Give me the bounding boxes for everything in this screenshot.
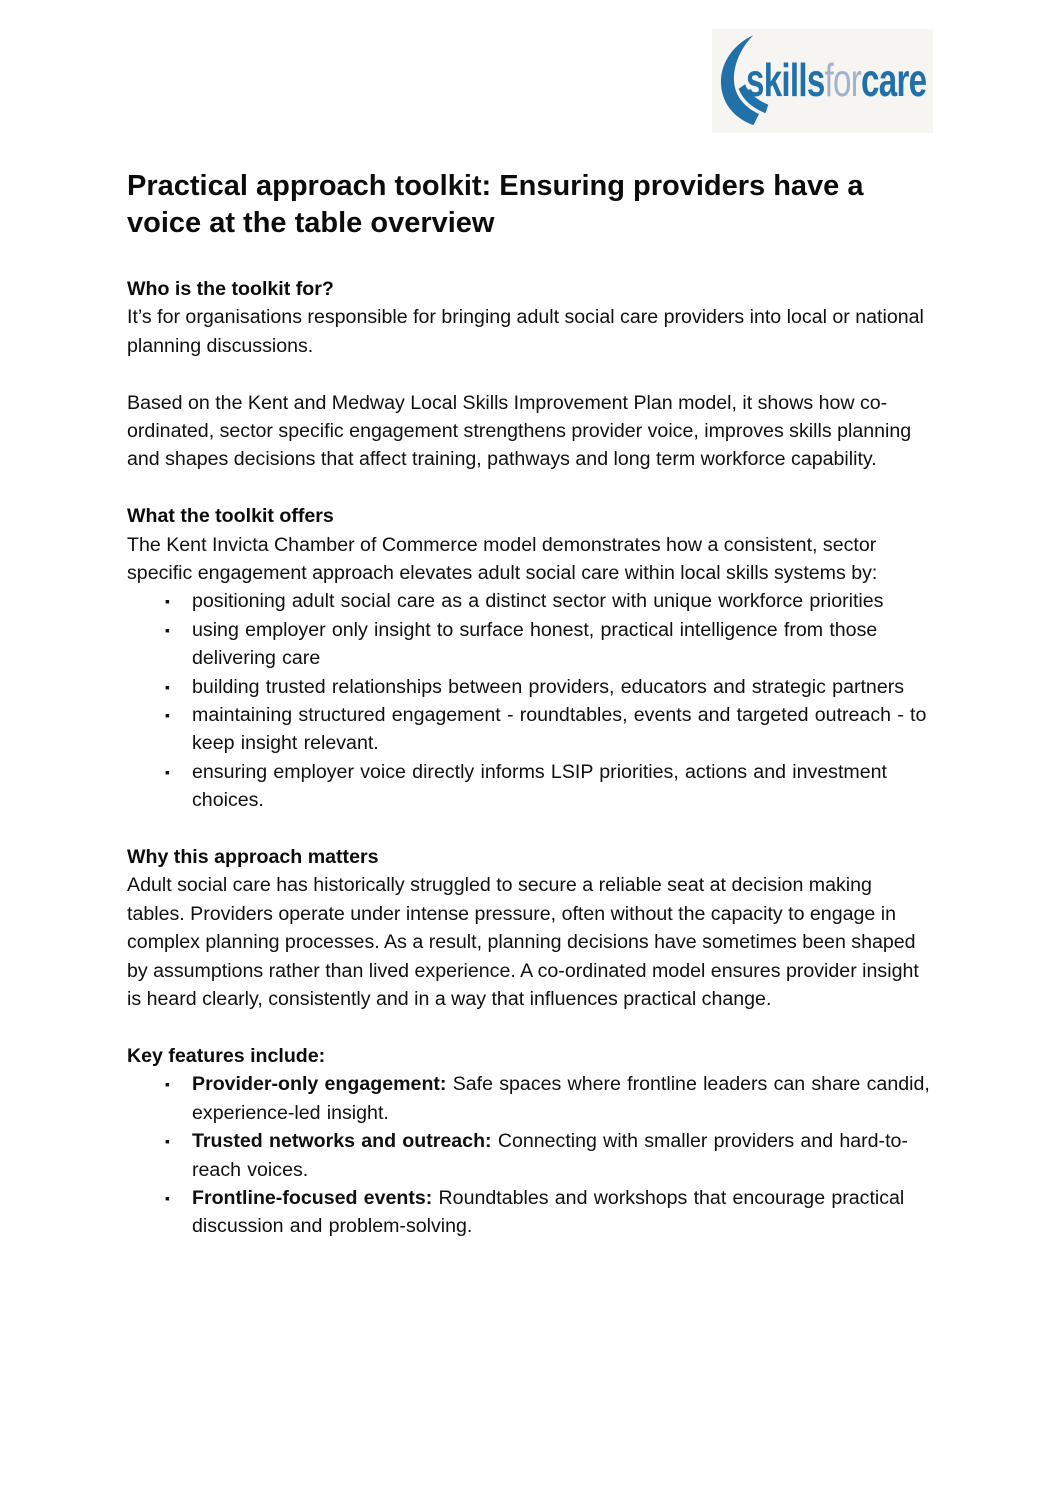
bullet-icon: ▪ — [165, 1189, 170, 1206]
list-item — [127, 1127, 933, 1184]
list-item — [127, 616, 933, 673]
logo-text-skills: skills — [746, 54, 825, 106]
bullet-icon: ▪ — [165, 763, 170, 780]
page-title-line2: voice at the table overview — [127, 207, 495, 239]
document-content — [127, 168, 933, 1241]
feature-lead: Frontline-focused events: — [192, 1186, 439, 1209]
feature-text: Roundtables and workshops that encourage practical discussion and problem-solving. — [192, 1186, 905, 1238]
bullet-icon: ▪ — [165, 707, 170, 724]
heading-what-the-toolkit-offers: What the toolkit offers — [127, 505, 334, 528]
paragraph-based-on-model: Based on the Kent and Medway Local Skills Improvement Plan model, it shows how co-ordinated, sector specific engagement strengthens provider voice, improves skills planning and shapes decisions that affect training, pathways and long term workforce capability. — [127, 391, 912, 471]
logo-text-care: care — [861, 54, 927, 106]
paragraph-offers-intro: The Kent Invicta Chamber of Commerce model demonstrates how a consistent, sector specific engagement approach elevates adult social care within local skills systems by: — [127, 533, 878, 585]
page-title — [127, 168, 933, 242]
spacer — [127, 1014, 933, 1042]
skillsforcare-logo — [712, 29, 933, 133]
bullet-icon: ▪ — [165, 593, 170, 610]
page-title-line1: Practical approach toolkit: Ensuring providers have a — [127, 170, 864, 202]
list-item-text: building trusted relationships between providers, educators and strategic partners — [192, 675, 905, 698]
list-item — [127, 701, 933, 758]
list-item — [127, 673, 933, 701]
logo-wordmark — [746, 55, 926, 105]
heading-key-features-include: Key features include: — [127, 1044, 326, 1067]
offers-bullet-list — [127, 587, 933, 814]
bullet-icon: ▪ — [165, 621, 170, 638]
list-item-text: using employer only insight to surface honest, practical intelligence from those delivering care — [192, 618, 878, 670]
list-item-text: maintaining structured engagement - roundtables, events and targeted outreach - to keep insight relevant. — [192, 704, 927, 755]
feature-text: Safe spaces where frontline leaders can share candid, experience-led insight. — [192, 1073, 930, 1124]
heading-who-is-the-toolkit-for: Who is the toolkit for? — [127, 278, 334, 300]
list-item-text — [192, 1187, 904, 1237]
feature-lead: Trusted networks and outreach: — [192, 1130, 498, 1153]
list-item-text: ensuring employer voice directly informs LSIP priorities, actions and investment choices. — [192, 760, 887, 812]
list-item-text — [192, 1130, 908, 1180]
bullet-icon: ▪ — [165, 1133, 170, 1150]
features-bullet-list — [127, 1070, 933, 1240]
spacer — [127, 815, 933, 843]
logo-text-for: for — [824, 54, 862, 106]
paragraph-why-body: Adult social care has historically struggled to secure a reliable seat at decision making tables. Providers operate under intense pressure, often without the capacity to engage in complex planning processes. As a result, planning decisions have sometimes been shaped by assumptions rather than lived experience. A co-ordinated model ensures provider insight is heard clearly, consistently and in a way that influences practical change. — [127, 874, 919, 1011]
bullet-icon: ▪ — [165, 678, 170, 695]
feature-lead: Provider-only engagement: — [192, 1073, 453, 1096]
spacer — [127, 474, 933, 502]
spacer — [127, 360, 933, 388]
list-item — [127, 1070, 933, 1127]
list-item — [127, 587, 933, 615]
heading-why-this-approach-matters: Why this approach matters — [127, 846, 379, 869]
bullet-icon: ▪ — [165, 1076, 170, 1093]
list-item — [127, 1184, 933, 1241]
list-item — [127, 758, 933, 815]
list-item-text — [192, 1073, 930, 1123]
paragraph-who-intro: It’s for organisations responsible for bringing adult social care providers into local or national planning discussions. — [127, 306, 924, 357]
list-item-text: positioning adult social care as a distinct sector with unique workforce priorities — [192, 590, 884, 613]
feature-text: Connecting with smaller providers and hard-to-reach voices. — [192, 1130, 908, 1181]
